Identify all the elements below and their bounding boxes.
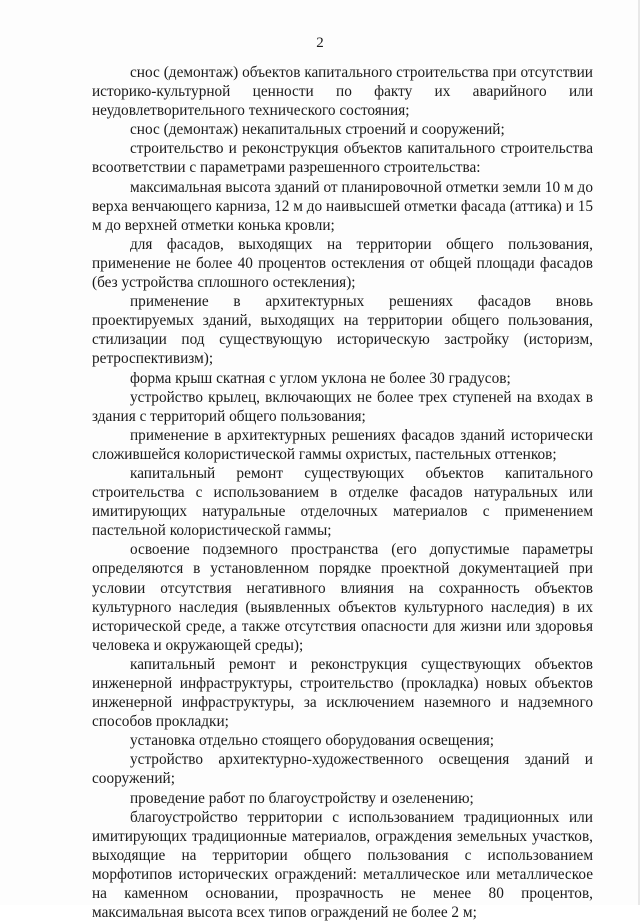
paragraph: устройство крылец, включающих не более трех ступеней на входах в здания с территорий общего пользования;	[92, 388, 593, 425]
paragraph: устройство архитектурно-художественного освещения зданий и сооружений;	[92, 751, 593, 788]
paragraph: применение в архитектурных решениях фасадов вновь проектируемых зданий, выходящих на территории общего пользования, стилизации под существующую историческую застройку (историзм, ретроспективизм);	[92, 293, 593, 368]
page-number: 2	[316, 35, 324, 51]
paragraph: для фасадов, выходящих на территории общего пользования, применение не более 40 процентов остекления от общей площади фасадов (без устройства сплошного остекления);	[92, 235, 593, 292]
paragraph: освоение подземного пространства (его допустимые параметры определяются в установленном порядке проектной документацией при условии отсутствия негативного влияния на сохранность объектов культурного наследия (выявленных объектов культурного наследия) в их исторической среде, а также отсутствия опасности для жизни или здоровья человека и окружающей среды);	[92, 541, 593, 654]
paragraph: строительство и реконструкция объектов капитального строительства всоответствии с параметрами разрешенного строительства:	[92, 140, 593, 177]
paragraph: капитальный ремонт существующих объектов капитального строительства с использованием в отделке фасадов натуральных или имитирующих натуральные отделочных материалов с применением пастельной колористической гаммы;	[92, 464, 593, 540]
paragraph: снос (демонтаж) объектов капитального строительства при отсутствии историко-культурной ценности по факту их аварийного или неудовлетворительного технического состояния;	[92, 64, 593, 120]
paragraph: установка отдельно стоящего оборудования освещения;	[130, 732, 494, 750]
paragraph: применение в архитектурных решениях фасадов зданий исторически сложившейся колористической гаммы охристых, пастельных оттенков;	[92, 426, 593, 463]
paragraph: максимальная высота зданий от планировочной отметки земли 10 м до верха венчающего карниза, 12 м до наивысшей отметки фасада (аттика) и 15 м до верхней отметки конька кровли;	[92, 178, 593, 234]
paragraph: снос (демонтаж) некапитальных строений и сооружений;	[130, 121, 505, 139]
document-body	[92, 63, 593, 922]
paragraph: проведение работ по благоустройству и озеленению;	[130, 789, 474, 807]
paragraph: форма крыш скатная с углом уклона не более 30 градусов;	[130, 369, 511, 387]
paragraph: капитальный ремонт и реконструкция существующих объектов инженерной инфраструктуры, строительство (прокладка) новых объектов инженерной инфраструктуры, за исключением наземного и надземного способов прокладки;	[92, 655, 593, 731]
paragraph: благоустройство территории с использованием традиционных или имитирующих традиционные материалов, ограждения земельных участков, выходящие на территории общего пользования с использованием морфотипов исторических ограждений: металлическое или металлическое на каменном основании, прозрачность не менее 80 процентов, максимальная высота всех типов ограждений не более 2 м;	[92, 808, 593, 922]
